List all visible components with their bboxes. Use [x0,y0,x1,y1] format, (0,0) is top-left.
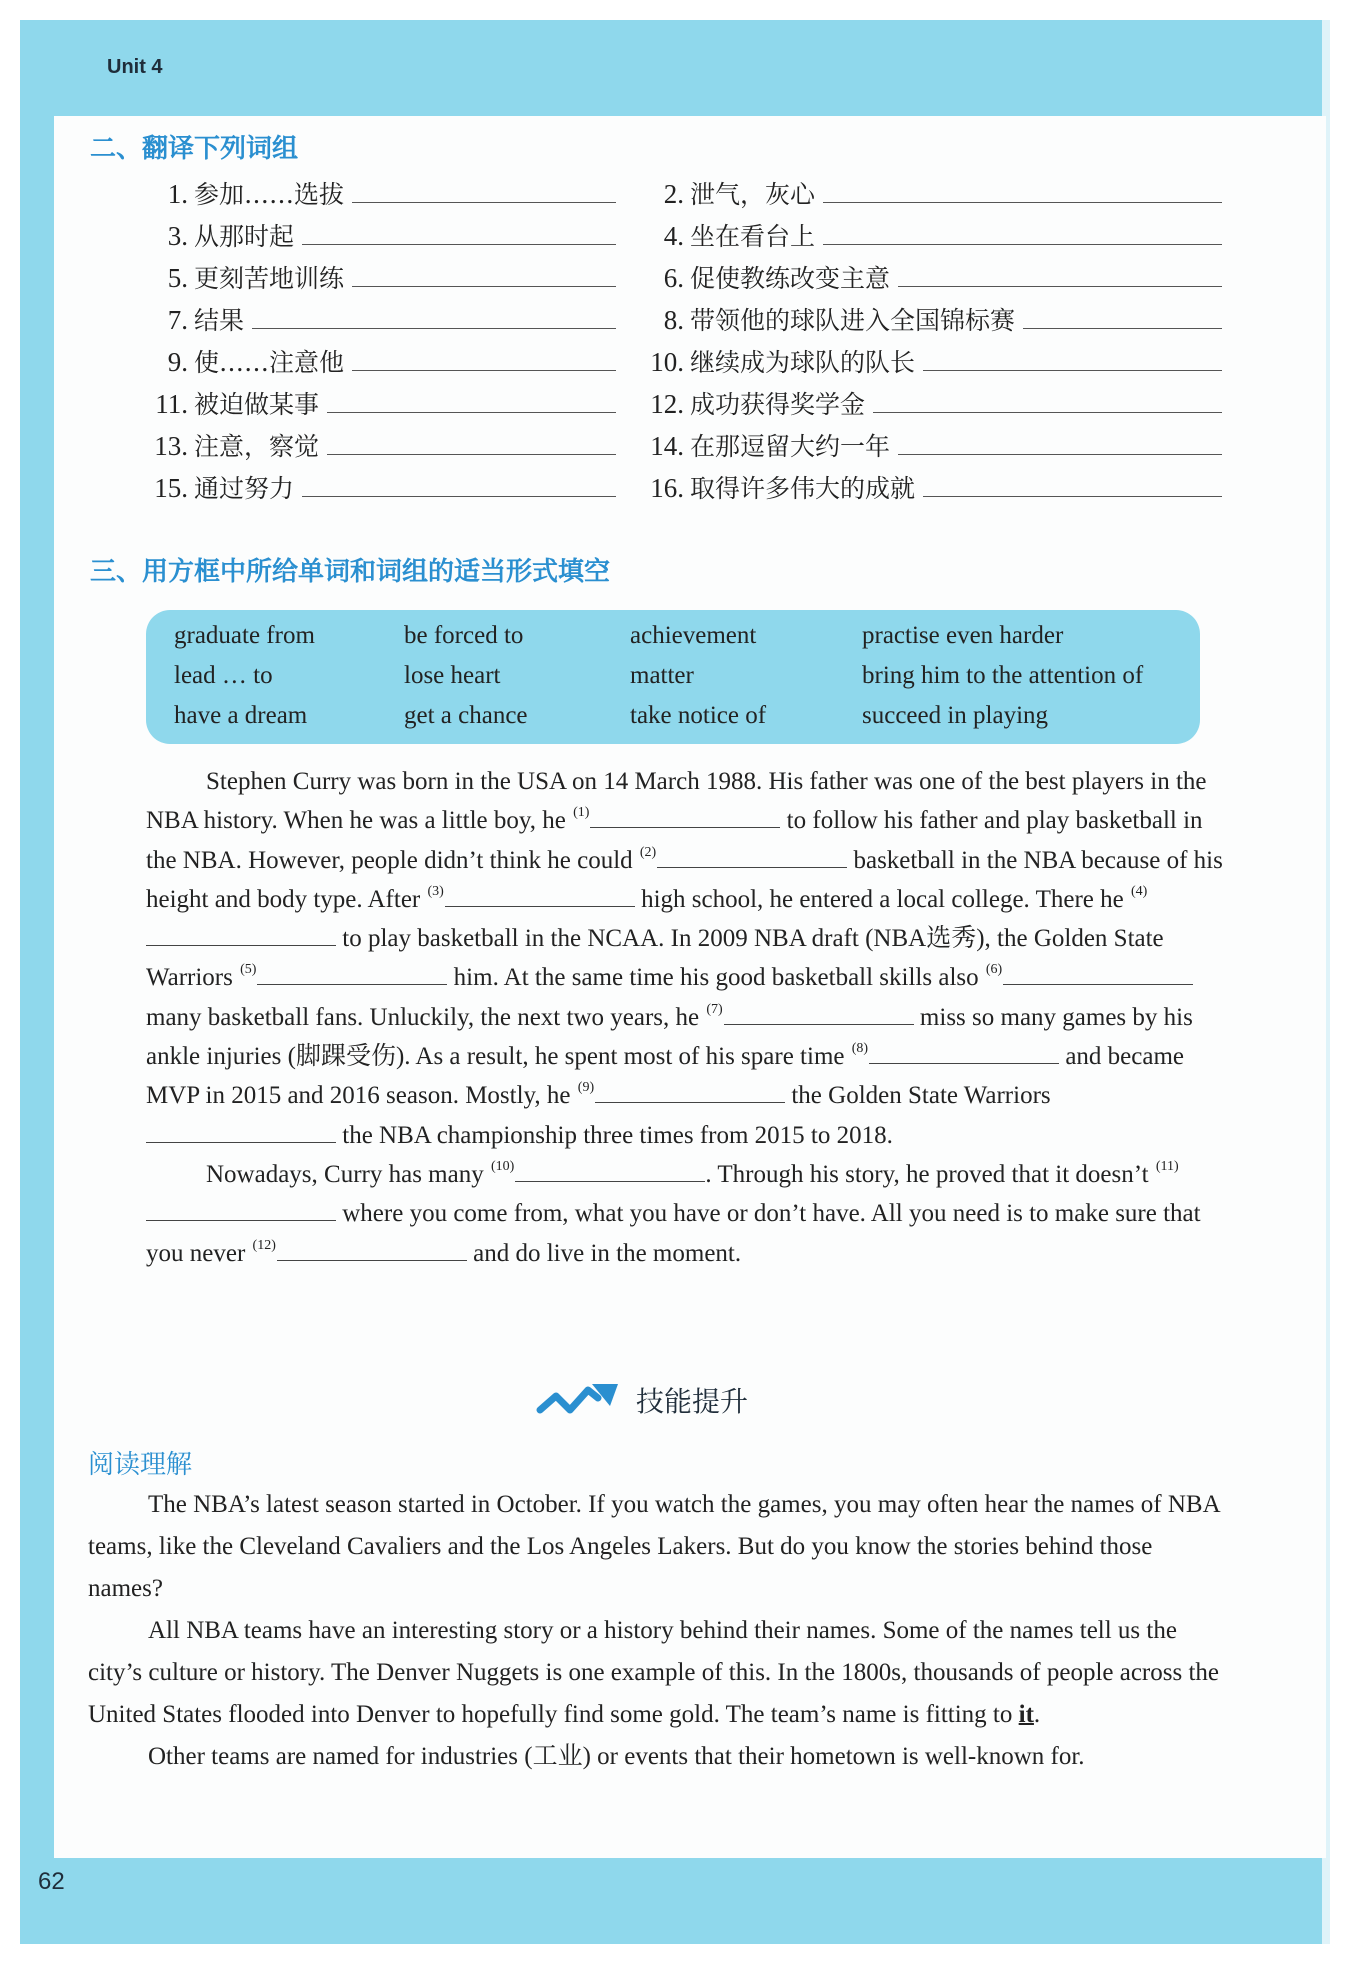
vocab-item [120,256,616,292]
vocab-number: 12. [650,389,684,419]
vocab-term: 取得许多伟大的成就 [690,474,916,503]
reading-passage [88,1484,1224,1778]
vocab-number: 6. [663,263,684,293]
answer-line[interactable] [823,214,1222,245]
answer-line[interactable] [352,340,616,371]
blank-9a[interactable] [595,1076,785,1103]
vocab-term: 成功获得奖学金 [690,390,866,419]
blank-3[interactable] [445,880,635,907]
reading-title: 阅读理解 [88,1450,193,1480]
passage-text: many basketball fans. Unluckily, the next two years, he [146,1003,700,1031]
vocab-term: 结果 [194,306,245,335]
vocab-item [120,340,616,376]
page-number: 62 [38,1868,65,1895]
answer-line[interactable] [898,256,1222,287]
word-box-item: practise even harder [862,622,1064,649]
blank-number: (11) [1155,1158,1179,1174]
vocab-item [616,424,1222,460]
vocab-term: 继续成为球队的队长 [690,348,916,377]
vocab-item [616,172,1222,208]
cloze-paragraph-2 [146,1155,1226,1273]
word-box [146,610,1200,744]
passage-text: him. At the same time his good basketball skills also [453,964,979,992]
blank-number: (3) [427,883,444,899]
answer-line[interactable] [1023,298,1222,329]
word-box-item: achievement [630,622,757,649]
passage-text: Stephen Curry was born in the USA on 14 March 1988. His father was one of the best players in the NBA history. When he was a little boy, he [146,768,1207,835]
blank-10[interactable] [515,1155,705,1182]
blank-number: (2) [639,844,657,860]
answer-line[interactable] [302,214,616,245]
passage-text: . [1033,1701,1041,1728]
answer-line[interactable] [898,424,1222,455]
passage-text: the Golden State Warriors [791,1082,1051,1110]
vocab-term: 被迫做某事 [194,390,320,419]
word-box-item: lead … to [174,662,273,689]
vocab-term: 带领他的球队进入全国锦标赛 [690,306,1016,335]
blank-9b[interactable] [146,1116,336,1143]
passage-text: where you come from, what you have or don’t have. All you need is to make sure that you never [146,1200,1201,1267]
vocab-number: 8. [663,305,684,335]
vocab-item [120,424,616,460]
passage-text: . Through his story, he proved that it doesn’t [705,1160,1149,1188]
word-box-item: succeed in playing [862,702,1049,729]
vocab-item [120,466,616,502]
blank-11[interactable] [146,1194,336,1221]
word-box-item: matter [630,662,694,689]
vocab-item [616,256,1222,292]
answer-line[interactable] [823,172,1222,203]
blank-7[interactable] [724,998,914,1025]
answer-line[interactable] [923,466,1222,497]
unit-label: Unit 4 [107,56,163,78]
answer-line[interactable] [923,340,1222,371]
vocab-number: 10. [650,347,684,377]
passage-text: and became MVP in 2015 and 2016 season. Mostly, he [146,1043,1185,1110]
passage-text: the NBA championship three times from 2015 to 2018. [342,1121,893,1149]
vocab-term: 使……注意他 [194,348,345,377]
vocab-term: 促使教练改变主意 [690,264,891,293]
passage-text: to follow his father and play basketball in the NBA. However, people didn’t think he could [146,807,1203,874]
blank-number: (4) [1131,883,1148,899]
answer-line[interactable] [352,172,616,203]
vocab-number: 16. [650,473,684,503]
vocab-item [616,466,1222,502]
blank-5[interactable] [257,958,447,985]
vocab-number: 1. [167,179,188,209]
vocab-item [616,340,1222,376]
passage-text: All NBA teams have an interesting story or a history behind their names. Some of the names tell us the city’s culture or history. The Denver Nuggets is one example of this. In the 1800s, thousands of people across the United States flooded into Denver to hopefully find some gold. The team’s name is fitting to [88,1617,1220,1728]
vocab-term: 注意，察觉 [194,432,320,461]
cloze-passage [146,762,1226,1273]
vocab-number: 5. [167,263,188,293]
answer-line[interactable] [327,382,616,413]
blank-1[interactable] [590,801,780,828]
reading-paragraph-2 [88,1610,1224,1736]
blank-4[interactable] [146,919,336,946]
passage-text: Nowadays, Curry has many [206,1160,484,1188]
passage-text: high school, he entered a local college. There he [641,885,1124,913]
vocab-term: 参加……选拔 [194,180,345,209]
reading-paragraph-1: The NBA’s latest season started in October. If you watch the games, you may often hear the names of NBA teams, like the Cleveland Cavaliers and the Los Angeles Lakers. But do you know the stories behind those names? [88,1491,1220,1602]
vocab-item [120,382,616,418]
answer-line[interactable] [302,466,616,497]
vocab-term: 从那时起 [194,222,295,251]
underlined-word: it [1018,1701,1034,1728]
vocab-term: 在那逗留大约一年 [690,432,891,461]
blank-6[interactable] [1003,958,1193,985]
vocab-item [120,298,616,334]
vocab-item [120,214,616,250]
vocab-number: 2. [663,179,684,209]
word-box-item: get a chance [404,702,528,729]
word-box-item: be forced to [404,622,524,649]
blank-number: (8) [851,1041,869,1057]
blank-number: (1) [573,805,590,821]
word-box-item: have a dream [174,702,308,729]
blank-number: (5) [240,962,257,978]
vocab-number: 4. [663,221,684,251]
vocab-number: 14. [650,431,684,461]
passage-text: basketball in the NBA because of his height and body type. After [146,846,1223,913]
word-box-item: graduate from [174,622,315,649]
cloze-paragraph-1 [146,762,1226,1155]
page-top-band [20,20,1330,116]
vocab-term: 坐在看台上 [690,222,816,251]
answer-line[interactable] [352,256,616,287]
section-2-title: 二、翻译下列词组 [90,134,299,164]
vocab-number: 15. [154,473,188,503]
trend-up-arrow-icon [536,1380,622,1420]
vocab-term: 通过努力 [194,474,295,503]
vocab-number: 7. [167,305,188,335]
passage-text: miss so many games by his ankle injuries (脚踝受伤). As a result, he spent most of his spare time [146,1003,1193,1071]
vocab-number: 9. [167,347,188,377]
page-left-band [20,20,54,1944]
answer-line[interactable] [327,424,616,455]
skills-title: 技能提升 [636,1385,749,1418]
section-3-title: 三、用方框中所给单词和词组的适当形式填空 [90,557,611,587]
blank-number: (7) [706,1001,723,1017]
vocab-item [616,298,1222,334]
reading-paragraph-3: Other teams are named for industries (工业) or events that their hometown is well-known for. [148,1743,1085,1770]
vocab-term: 泄气，灰心 [690,180,816,209]
passage-text: to play basketball in the NCAA. In 2009 NBA draft (NBA选秀), the Golden State Warriors [146,925,1164,992]
word-box-item: lose heart [404,662,501,689]
vocab-number: 11. [155,389,188,419]
vocab-item [616,214,1222,250]
page-bottom-band [20,1858,1330,1944]
answer-line[interactable] [252,298,616,329]
vocab-item [616,382,1222,418]
blank-number: (10) [490,1158,515,1174]
vocab-number: 13. [154,431,188,461]
blank-2[interactable] [657,841,847,868]
blank-number: (6) [985,962,1003,978]
vocab-number: 3. [167,221,188,251]
blank-number: (9) [577,1080,595,1096]
vocab-item [120,172,616,208]
word-box-item: take notice of [630,702,767,729]
blank-12[interactable] [277,1234,467,1261]
answer-line[interactable] [873,382,1222,413]
blank-number: (12) [252,1237,276,1253]
vocab-term: 更刻苦地训练 [194,264,345,293]
word-box-item: bring him to the attention of [862,662,1144,689]
blank-8[interactable] [869,1037,1059,1064]
passage-text: and do live in the moment. [473,1239,742,1267]
